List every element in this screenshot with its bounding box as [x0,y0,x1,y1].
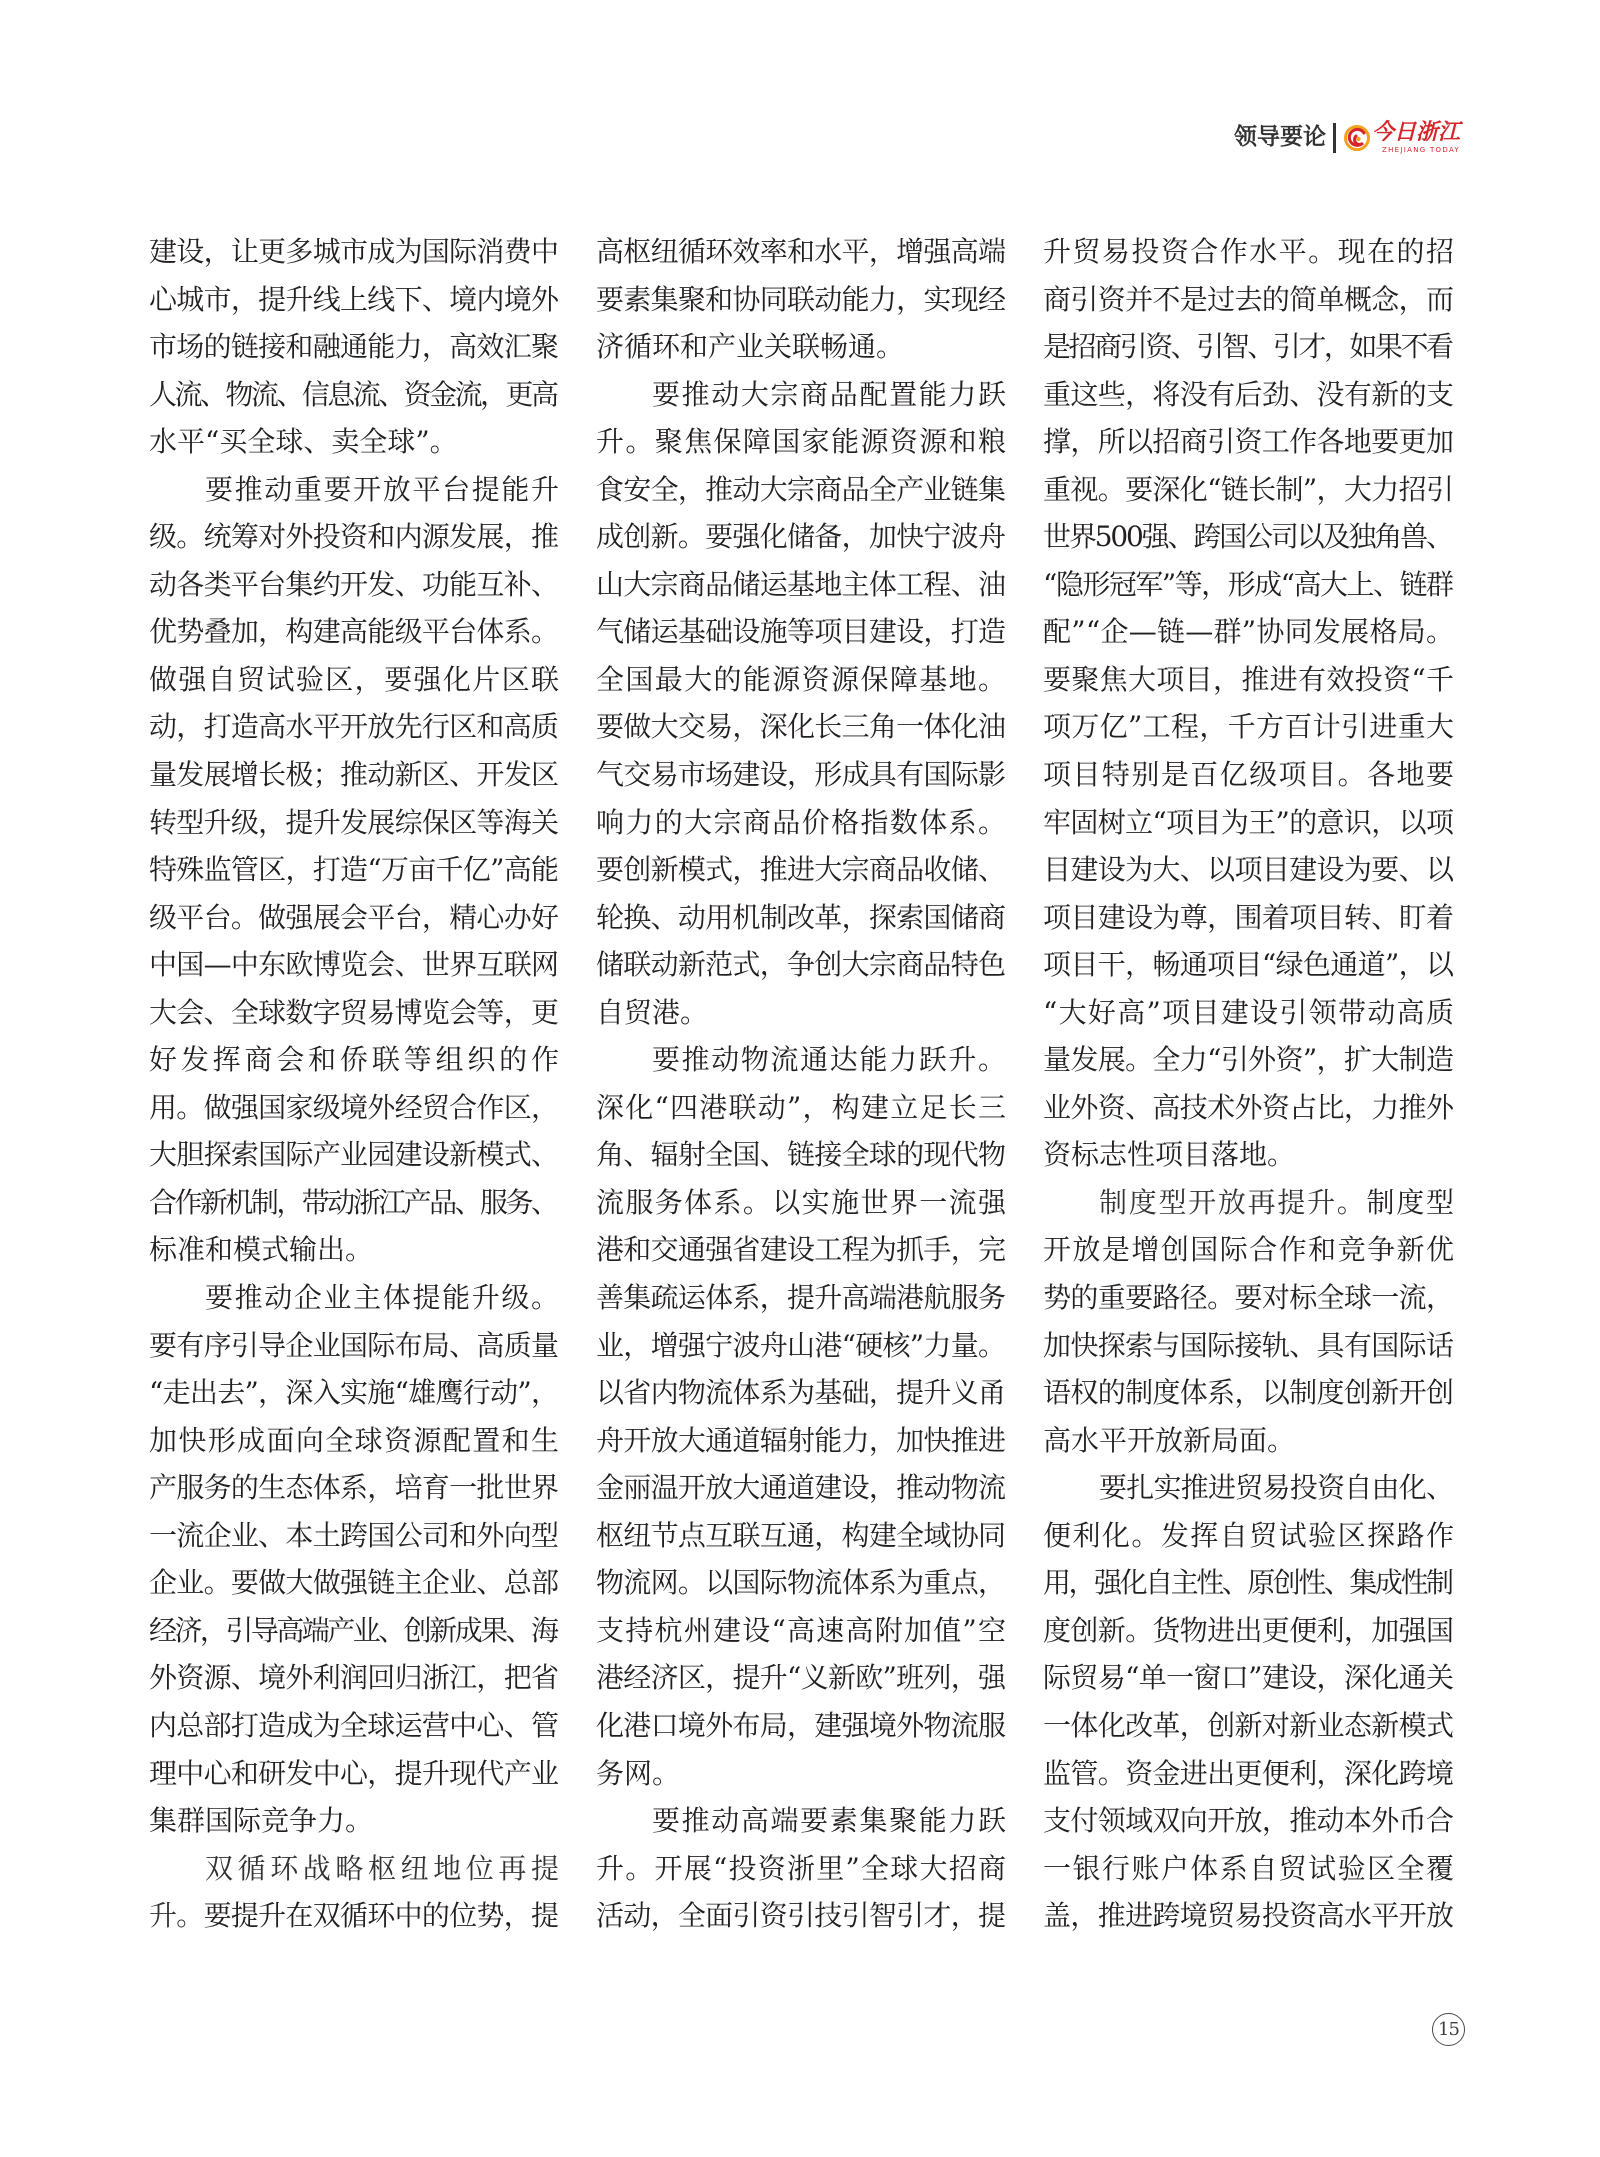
subheading: 双循环战略枢纽地位再提 [205,1851,564,1885]
line-text: 要创新模式，推进大宗商品收储、 [596,853,1006,887]
line-text: 轮换、动用机制改革，探索国储商 [596,900,1006,934]
text-line [1043,989,1454,1037]
line-text: 优势叠加，构建高能级平台体系。 [149,615,559,649]
text-line [596,941,1006,989]
line-text: 撑，所以招商引资工作各地要更加 [1043,425,1454,459]
line-text: 心城市，提升线上线下、境内境外 [149,282,559,316]
text-line [596,228,1006,276]
line-text: 要推动高端要素集聚能力跃 [652,1804,1008,1838]
line-text: 要有序引导企业国际布局、高质量 [149,1328,559,1362]
line-text: 化港口境外布局，建强境外物流服 [596,1708,1006,1742]
text-line [149,1797,559,1845]
line-text: 物流网。以国际物流体系为重点， [596,1566,1006,1600]
line-text: 商引资并不是过去的简单概念，而 [1043,282,1454,316]
text-line [596,418,1006,466]
line-text: 金丽温开放大通道建设，推动物流 [596,1471,1006,1505]
line-text: 好发挥商会和侨联等组织的作 [149,1043,563,1077]
page-number-text: 15 [1438,2019,1459,2040]
text-line [149,466,559,514]
text-line [596,1512,1006,1560]
line-text: 深化“四港联动”，构建立足长三 [596,1090,1008,1124]
text-line [596,1607,1006,1655]
logo-subtitle: ZHEJIANG TODAY [1382,146,1461,154]
line-text: 加快形成面向全球资源配置和生 [149,1423,561,1457]
text-line [596,1750,1006,1798]
line-text: 活动，全面引资引技引智引才，提 [596,1899,1006,1933]
paragraph [596,228,1006,371]
line-text: 升。开展“投资浙里”全球大招商 [596,1851,1008,1885]
text-line [596,751,1006,799]
page-header [0,0,1600,170]
line-text: 重这些，将没有后劲、没有新的支 [1043,377,1454,411]
line-text: 重视。要深化“链长制”，大力招引 [1043,472,1454,506]
line-text: 资标志性项目落地。 [1043,1138,1296,1172]
text-line [596,1845,1006,1893]
text-line [149,1559,559,1607]
text-line [149,1845,564,1893]
body-text: 制度型 [1366,1185,1456,1219]
line-text: 支付领域双向开放，推动本外币合 [1043,1804,1454,1838]
line-text [149,1899,558,1932]
line-text: 便利化。发挥自贸试验区探路作 [1043,1518,1456,1552]
line-text: 以省内物流体系为基础，提升义甬 [596,1376,1006,1410]
line-text: 山大宗商品储运基地主体工程、油 [596,567,1006,601]
text-line [149,846,559,894]
text-line [596,1226,1006,1274]
text-line [596,1417,1006,1465]
article-column-2 [596,228,1006,1940]
logo-name: 今日浙江 [1372,119,1461,145]
line-text: 项目建设为尊，围着项目转、盯着 [1043,900,1454,934]
text-line [149,703,559,751]
text-line [149,989,559,1037]
text-line [1043,1702,1454,1750]
text-line [149,1607,559,1655]
text-line [149,1702,559,1750]
text-line [596,1369,1006,1417]
text-line [1043,1322,1454,1370]
text-line [596,1036,1006,1084]
line-text: 支持杭州建设“高速高附加值”空 [596,1613,1008,1647]
text-line [149,1417,559,1465]
text-line [596,561,1006,609]
subheading: 升。 [149,1899,204,1933]
text-line [149,513,559,561]
text-line [596,1274,1006,1322]
line-text: 善集疏运体系，提升高端港航服务 [596,1281,1006,1315]
line-text: 流服务体系。以实施世界一流强 [596,1185,1008,1219]
text-line [149,1226,559,1274]
header-divider [1333,123,1336,153]
line-text: 量发展增长极；推动新区、开发区 [149,758,559,792]
line-text: 储联动新范式，争创大宗商品特色 [596,948,1006,982]
line-text: 动各类平台集约开发、功能互补、 [149,567,559,601]
line-text [205,1852,564,1885]
line-text: 做强自贸试验区，要强化片区联 [149,662,561,696]
line-text: “隐形冠军”等，形成“高大上、链群 [1043,567,1453,601]
line-text: 外资源、境外利润回归浙江，把省 [149,1661,559,1695]
line-text: 中国—中东欧博览会、世界互联网 [149,948,559,982]
line-text: 成创新。要强化储备，加快宁波舟 [596,520,1006,554]
line-text: 响力的大宗商品价格指数体系。 [596,805,1008,839]
text-line [1043,846,1454,894]
line-text: 际贸易“单一窗口”建设，深化通关 [1043,1661,1454,1695]
paragraph [1043,1464,1454,1939]
line-text: 级平台。做强展会平台，精心办好 [149,900,559,934]
line-text: 大会、全球数字贸易博览会等，更 [149,995,559,1029]
text-line [1043,1797,1454,1845]
text-line [149,323,559,371]
text-line [596,1892,1006,1940]
line-text: 是招商引资、引智、引才，如果不看 [1043,330,1452,364]
paragraph [596,1797,1006,1940]
text-line [149,1464,559,1512]
text-line [149,1131,559,1179]
text-line [596,1464,1006,1512]
line-text: 牢固树立“项目为王”的意识，以项 [1043,805,1454,839]
text-line [596,989,1006,1037]
text-line [149,1654,559,1702]
text-line [149,1274,559,1322]
text-line [149,1322,559,1370]
text-line [149,561,559,609]
line-text: 大胆探索国际产业园建设新模式、 [149,1138,559,1172]
line-text: 一银行账户体系自贸试验区全覆 [1043,1851,1456,1885]
paragraph [149,1845,564,1940]
text-line [149,1179,559,1227]
text-line [149,608,559,656]
text-line [1043,1036,1454,1084]
line-text: 高水平开放新局面。 [1043,1423,1296,1457]
line-text: 量发展。全力“引外资”，扩大制造 [1043,1043,1454,1077]
text-line [149,894,559,942]
line-text: 业外资、高技术外资占比，力推外 [1043,1090,1454,1124]
text-line [149,941,559,989]
zhejiang-today-logo-icon [1343,124,1371,152]
line-text: 要扎实推进贸易投资自由化、 [1099,1471,1454,1505]
paragraph [149,228,559,466]
text-line [149,1750,559,1798]
line-text: 产服务的生态体系，培育一批世界 [149,1471,559,1505]
line-text: 加快探索与国际接轨、具有国际话 [1043,1328,1454,1362]
line-text [1099,1186,1456,1219]
text-line [596,1797,1006,1845]
text-line [1043,894,1454,942]
text-line [1043,371,1454,419]
text-line [149,1512,559,1560]
text-line [596,703,1006,751]
line-text: 合作新机制，带动浙江产品、服务、 [149,1185,557,1219]
line-text: 企业。要做大做强链主企业、总部 [149,1566,559,1600]
line-text: 项目干，畅通项目“绿色通道”，以 [1043,948,1454,982]
line-text: 标准和模式输出。 [149,1233,374,1267]
line-text: 内总部打造成为全球运营中心、管 [149,1708,559,1742]
line-text: 建设，让更多城市成为国际消费中 [149,235,559,268]
text-line [596,371,1006,419]
text-line [596,1559,1006,1607]
text-line [596,1084,1006,1132]
line-text: 业，增强宁波舟山港“硬核”力量。 [596,1328,1006,1362]
text-line [596,656,1006,704]
article-column-3 [1043,228,1454,1940]
text-line [1043,656,1454,704]
text-line [1043,1559,1454,1607]
text-line [1043,1226,1454,1274]
text-line [1043,1512,1454,1560]
text-line [1043,323,1454,371]
line-text: 集群国际竞争力。 [149,1804,374,1838]
text-line [1043,1084,1454,1132]
text-line [596,1179,1006,1227]
text-line [1043,513,1454,561]
section-label: 领导要论 [1234,124,1326,150]
line-text: 务网。 [596,1756,681,1790]
line-text: 水平“买全球、卖全球”。 [149,425,458,459]
text-line [149,228,559,276]
line-text: 要推动重要开放平台提能升 [205,472,561,506]
line-text: 一体化改革，创新对新业态新模式 [1043,1708,1454,1742]
text-line [1043,941,1454,989]
line-text: 监管。资金进出更便利，深化跨境 [1043,1756,1454,1790]
line-text: 项目特别是百亿级项目。各地要 [1043,758,1456,792]
text-line [1043,276,1454,324]
line-text: 要素集聚和协同联动能力，实现经 [596,282,1006,316]
line-text: 枢纽节点互联互通，构建全域协同 [596,1518,1006,1552]
line-text: 目建设为大、以项目建设为要、以 [1043,853,1454,887]
line-text: 济循环和产业关联畅通。 [596,330,905,364]
paragraph [1043,228,1454,1179]
text-line [149,276,559,324]
line-text: 度创新。货物进出更便利，加强国 [1043,1613,1454,1647]
line-text: 舟开放大通道辐射能力，加快推进 [596,1423,1006,1457]
line-text: 人流、物流、信息流、资金流，更高 [149,377,557,411]
line-text: 高枢纽循环效率和水平，增强高端 [596,235,1006,268]
text-line [596,1322,1006,1370]
text-line [596,846,1006,894]
paragraph [1043,1179,1454,1464]
text-line [149,1084,559,1132]
text-line [596,276,1006,324]
line-text: 用，强化自主性、原创性、集成性制 [1043,1566,1452,1600]
line-text: 特殊监管区，打造“万亩千亿”高能 [149,853,559,887]
text-line [596,1702,1006,1750]
text-line [1043,703,1454,751]
text-line [1043,228,1454,276]
line-text: 经济，引导高端产业、创新成果、海 [149,1613,557,1647]
text-line [1043,1179,1454,1227]
line-text: 开放是增创国际合作和竞争新优 [1043,1233,1456,1267]
text-line [596,466,1006,514]
paragraph [596,1036,1006,1797]
line-text: 全国最大的能源资源保障基地。 [596,662,1008,696]
page-number [1432,2013,1465,2046]
text-line [149,1369,559,1417]
text-line [149,799,559,847]
text-line [1043,1417,1454,1465]
line-text: “走出去”，深入实施“雄鹰行动”， [149,1376,559,1410]
line-text: 升。聚焦保障国家能源资源和粮 [596,425,1008,459]
text-line [596,894,1006,942]
line-text: 项万亿”工程，千方百计引进重大 [1043,710,1455,744]
line-text: 自贸港。 [596,995,709,1029]
line-text: 要推动企业主体提能升级。 [205,1281,561,1315]
line-text: 港经济区，提升“义新欧”班列，强 [596,1661,1006,1695]
text-line [1043,1369,1454,1417]
text-line [596,608,1006,656]
line-text: 用。做强国家级境外经贸合作区， [149,1090,559,1124]
text-line [1043,751,1454,799]
paragraph [596,371,1006,1037]
line-text: 要聚焦大项目，推进有效投资“千 [1043,662,1455,696]
article-column-1 [149,228,564,1940]
text-line [149,1892,559,1940]
text-line [596,513,1006,561]
line-text: 港和交通强省建设工程为抓手，完 [596,1233,1006,1267]
text-line [1043,1654,1454,1702]
text-line [1043,608,1454,656]
line-text: 要做大交易，深化长三角一体化油 [596,710,1006,744]
text-line [1043,799,1454,847]
text-line [1043,1607,1454,1655]
text-line [596,1131,1006,1179]
line-text: 配”“企—链—群”协同发展格局。 [1043,615,1455,649]
text-line [149,371,559,419]
text-line [1043,1131,1454,1179]
text-line [1043,1750,1454,1798]
subheading: 制度型开放再提升。 [1099,1185,1367,1219]
line-text: 级。统筹对外投资和内源发展，推 [149,520,559,554]
line-text: 食安全，推动大宗商品全产业链集 [596,472,1006,506]
line-text: 气交易市场建设，形成具有国际影 [596,758,1006,792]
text-line [1043,1845,1454,1893]
text-line [1043,466,1454,514]
text-line [596,1654,1006,1702]
line-text: “大好高”项目建设引领带动高质 [1043,995,1456,1029]
text-line [1043,418,1454,466]
text-line [1043,561,1454,609]
text-line [596,799,1006,847]
line-text: 气储运基础设施等项目建设，打造 [596,615,1006,649]
line-text: 盖，推进跨境贸易投资高水平开放 [1043,1899,1454,1933]
text-line [1043,1464,1454,1512]
line-text: 一流企业、本土跨国公司和外向型 [149,1518,559,1552]
text-line [149,418,559,466]
line-text: 语权的制度体系，以制度创新开创 [1043,1376,1454,1410]
text-line [149,1036,563,1084]
paragraph [149,466,563,1274]
text-line [596,323,1006,371]
line-text: 势的重要路径。要对标全球一流， [1043,1281,1454,1315]
text-line [149,751,559,799]
text-line [1043,1892,1454,1940]
paragraph [149,1274,559,1845]
line-text: 要推动物流通达能力跃升。 [652,1043,1008,1077]
body-text: 要提升在双循环中的位势，提 [203,1899,559,1933]
line-text: 市场的链接和融通能力，高效汇聚 [149,330,559,364]
line-text: 要推动大宗商品配置能力跃 [652,377,1008,411]
text-line [1043,1274,1454,1322]
text-line [149,656,559,704]
line-text: 世界500强、跨国公司以及独角兽、 [1043,520,1452,554]
line-text: 理中心和研发中心，提升现代产业 [149,1756,559,1790]
line-text: 动，打造高水平开放先行区和高质 [149,710,559,744]
line-text: 转型升级，提升发展综保区等海关 [149,805,559,839]
line-text: 升贸易投资合作水平。现在的招 [1043,235,1456,268]
line-text: 角、辐射全国、链接全球的现代物 [596,1138,1006,1172]
